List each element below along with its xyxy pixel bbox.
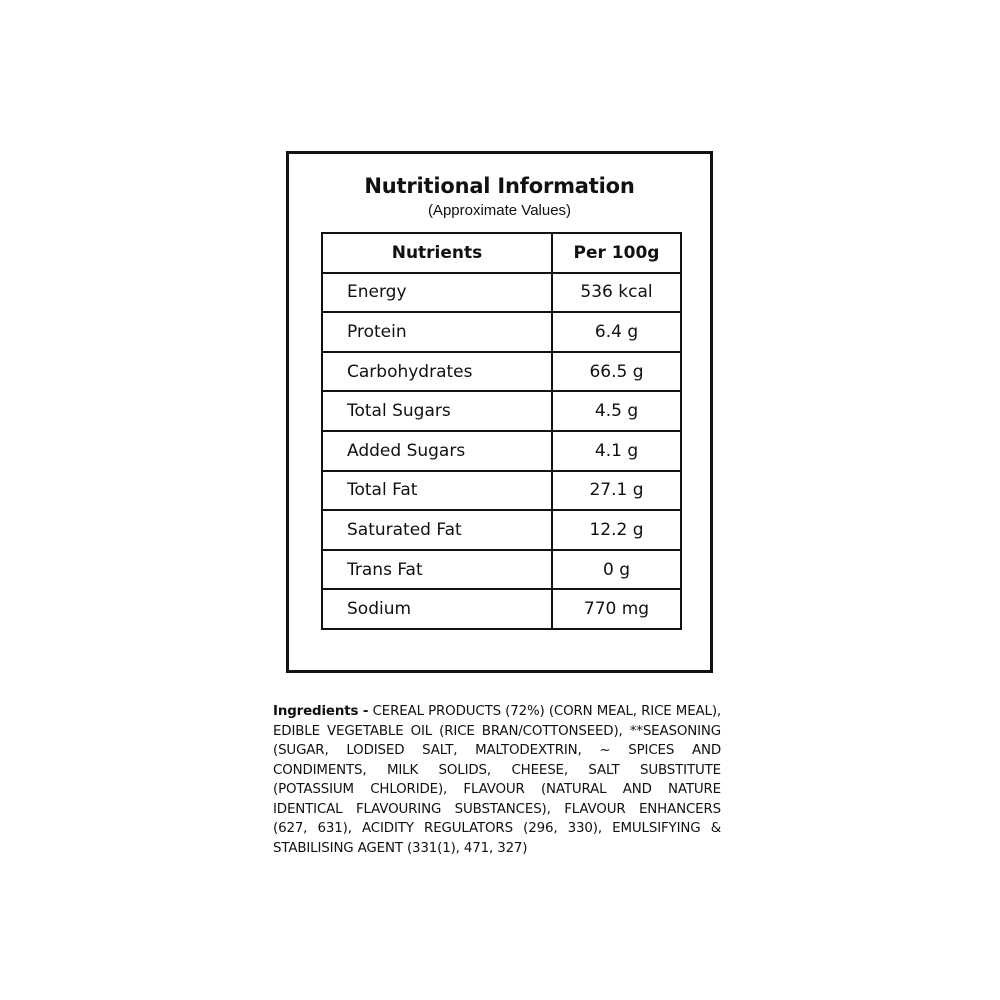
table-row (322, 431, 681, 471)
nutrient-name: Total Fat (322, 471, 552, 511)
nutrient-name: Carbohydrates (322, 352, 552, 392)
nutrient-value: 66.5 g (552, 352, 681, 392)
nutrient-value: 4.1 g (552, 431, 681, 471)
nutrient-name: Saturated Fat (322, 510, 552, 550)
nutrition-table (321, 232, 682, 630)
column-header-nutrients: Nutrients (322, 233, 552, 273)
table-row (322, 589, 681, 629)
nutrient-value: 4.5 g (552, 391, 681, 431)
table-row (322, 510, 681, 550)
nutrient-name: Energy (322, 273, 552, 313)
table-row (322, 312, 681, 352)
nutrient-name: Added Sugars (322, 431, 552, 471)
nutrient-value: 536 kcal (552, 273, 681, 313)
nutrient-name: Trans Fat (322, 550, 552, 590)
panel-title: Nutritional Information (364, 174, 635, 198)
nutrient-name: Protein (322, 312, 552, 352)
nutrition-panel (286, 151, 713, 673)
ingredients-paragraph (273, 702, 721, 858)
table-row (322, 471, 681, 511)
nutrient-value: 12.2 g (552, 510, 681, 550)
table-row (322, 391, 681, 431)
nutrient-name: Total Sugars (322, 391, 552, 431)
nutrient-value: 27.1 g (552, 471, 681, 511)
table-row (322, 273, 681, 313)
ingredients-label: Ingredients - (273, 704, 369, 719)
nutrient-value: 0 g (552, 550, 681, 590)
table-header-row (322, 233, 681, 273)
nutrient-name: Sodium (322, 589, 552, 629)
nutrient-value: 770 mg (552, 589, 681, 629)
column-header-per-100g: Per 100g (552, 233, 681, 273)
table-row (322, 352, 681, 392)
panel-subtitle: (Approximate Values) (427, 202, 572, 219)
nutrient-value: 6.4 g (552, 312, 681, 352)
ingredients-text: CEREAL PRODUCTS (72%) (CORN MEAL, RICE MEAL), EDIBLE VEGETABLE OIL (RICE BRAN/COTTONSEED), **SEASONING (SUGAR, LODISED SALT, MALTODEXTRIN, ~ SPICES AND CONDIMENTS, MILK SOLIDS, CHEESE, SALT SUBSTITUTE (POTASSIUM CHLORIDE), FLAVOUR (NATURAL AND NATURE IDENTICAL FLAVOURING SUBSTANCES), FLAVOUR ENHANCERS (627, 631), ACIDITY REGULATORS (296, 330), EMULSIFYING & STABILISING AGENT (331(1), 471, 327) (273, 704, 722, 856)
table-row (322, 550, 681, 590)
